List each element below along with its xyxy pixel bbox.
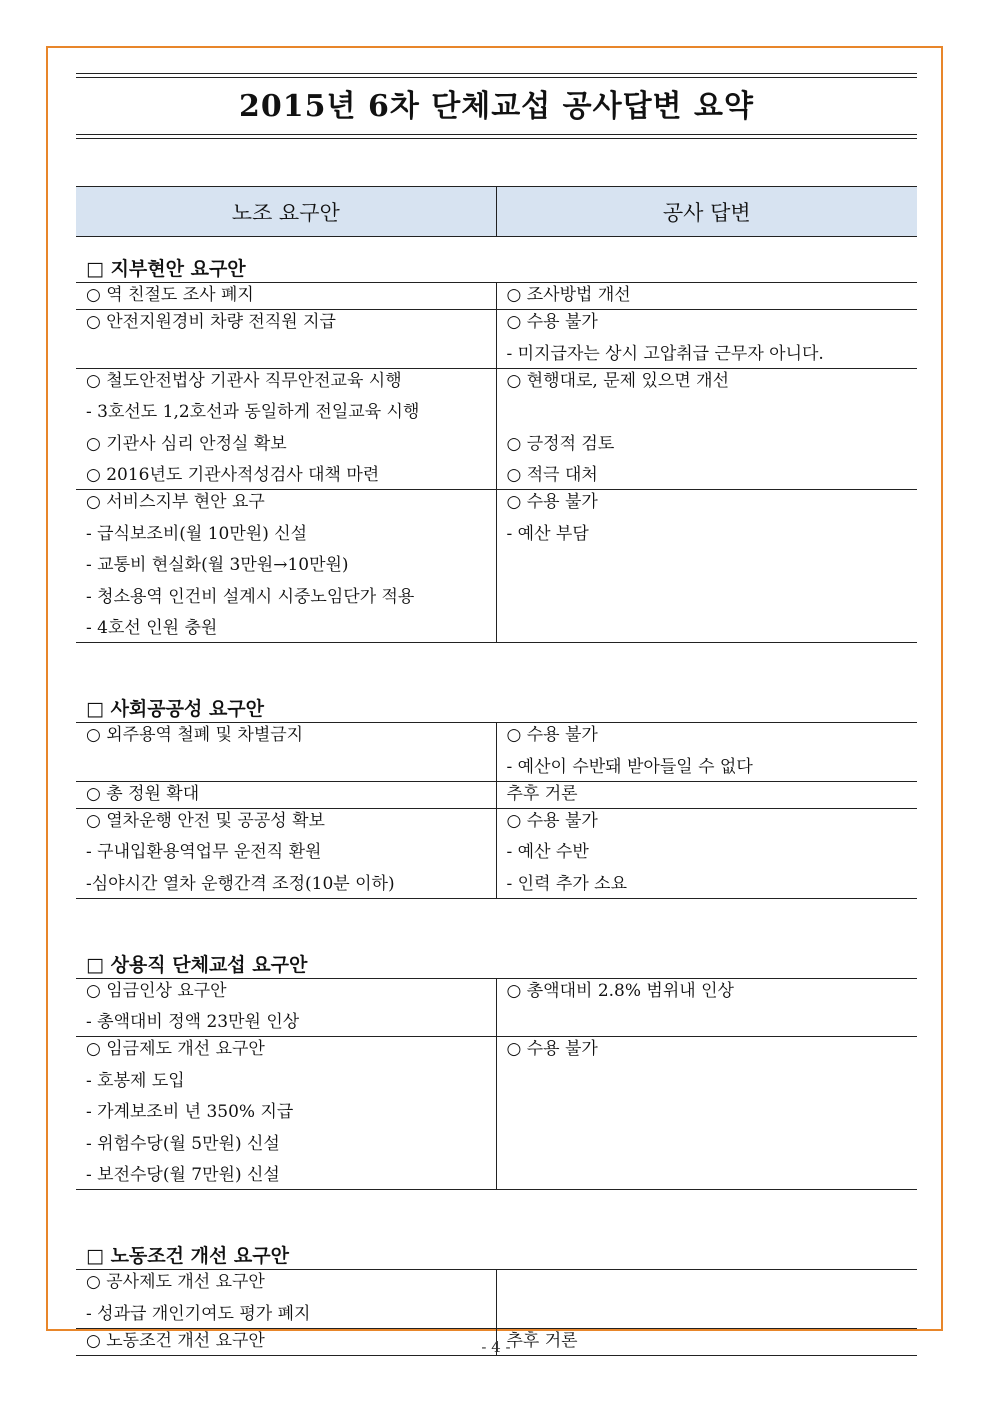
table-row [76, 1037, 917, 1190]
demand-line: ○ 안전지원경비 차량 전직원 지급 [86, 312, 336, 332]
table-row [76, 283, 917, 310]
answer-cell [496, 368, 917, 490]
header-company-answer: 공사 답변 [496, 187, 917, 237]
section-gap-cell [76, 898, 917, 933]
section-heading: □ 지부현안 요구안 [86, 258, 246, 280]
demand-line: - 교통비 현실화(월 3만원→10만원) [86, 555, 349, 575]
answer-line: - 미지급자는 상시 고압취급 근무자 아니다. [506, 343, 824, 364]
section-heading-row [76, 237, 917, 283]
answer-line: ○ 긍정적 검토 [506, 433, 615, 454]
answer-line: ○ 조사방법 개선 [506, 285, 631, 305]
section-heading-row [76, 933, 917, 979]
demand-line: - 4호선 인원 충원 [86, 618, 218, 638]
demand-line: - 가계보조비 년 350% 지급 [86, 1102, 294, 1122]
answer-cell [496, 490, 917, 643]
demand-cell [76, 978, 496, 1037]
demand-line: ○ 외주용역 철폐 및 차별금지 [86, 725, 304, 745]
demand-cell [76, 368, 496, 490]
answer-line: ○ 수용 불가 [506, 492, 598, 512]
answer-line: - 예산이 수반돼 받아들일 수 없다 [506, 756, 753, 777]
answer-cell [496, 1037, 917, 1190]
demand-cell [76, 781, 496, 808]
answer-line: - 예산 부담 [506, 523, 589, 544]
answer-cell [496, 781, 917, 808]
title-rule [76, 138, 917, 139]
answer-cell [496, 808, 917, 898]
table-row [76, 310, 917, 369]
demand-cell [76, 1037, 496, 1190]
demand-line: ○ 총 정원 확대 [86, 783, 200, 804]
demand-cell [76, 283, 496, 310]
answer-line: ○ 수용 불가 [506, 1039, 598, 1059]
answer-line: 추후 거론 [506, 1330, 578, 1351]
demand-cell [76, 1270, 496, 1329]
answer-line: - 예산 수반 [506, 842, 589, 862]
section-gap-cell [76, 643, 917, 678]
demand-line: ○ 역 친절도 조사 폐지 [86, 285, 254, 305]
section-heading: □ 사회공공성 요구안 [86, 698, 265, 720]
demand-line: - 호봉제 도입 [86, 1070, 185, 1091]
demand-line: ○ 열차운행 안전 및 공공성 확보 [86, 810, 325, 831]
table-body [76, 237, 917, 1356]
section-heading: □ 노동조건 개선 요구안 [86, 1245, 289, 1267]
answer-cell [496, 310, 917, 369]
answer-cell [496, 978, 917, 1037]
table-row [76, 978, 917, 1037]
answer-line: ○ 적극 대처 [506, 465, 598, 485]
demand-line: - 구내입환용역업무 운전직 환원 [86, 842, 322, 862]
section-heading: □ 상용직 단체교섭 요구안 [86, 953, 308, 976]
demand-line: - 성과급 개인기여도 평가 폐지 [86, 1303, 311, 1324]
table-row [76, 368, 917, 490]
demand-line: ○ 서비스지부 현안 요구 [86, 492, 265, 512]
answer-line: ○ 총액대비 2.8% 범위내 인상 [506, 980, 734, 1001]
answer-line [507, 553, 918, 585]
section-heading-row [76, 677, 917, 723]
answer-line [507, 1163, 918, 1189]
section-gap-cell [76, 1190, 917, 1225]
section-gap [76, 643, 917, 678]
answer-line: ○ 현행대로, 문제 있으면 개선 [506, 370, 729, 391]
demand-cell [76, 310, 496, 369]
table-row [76, 490, 917, 643]
answer-line [507, 400, 918, 432]
demand-line [86, 755, 496, 781]
answer-line: ○ 수용 불가 [506, 810, 598, 831]
answer-line [507, 1100, 918, 1132]
demand-line: ○ 공사제도 개선 요구안 [86, 1272, 265, 1292]
demand-line: ○ 임금제도 개선 요구안 [86, 1039, 265, 1059]
demand-line: - 청소용역 인건비 설계시 시중노임단가 적용 [86, 586, 415, 607]
answer-line [507, 1069, 918, 1101]
answer-line [507, 1270, 918, 1302]
title-rule [76, 73, 917, 74]
title-rule [76, 77, 917, 78]
demand-line: -심야시간 열차 운행간격 조정(10분 이하) [86, 873, 395, 894]
answer-line [507, 1132, 918, 1164]
answer-cell [496, 1270, 917, 1329]
table-row [76, 781, 917, 808]
demand-line: ○ 임금인상 요구안 [86, 980, 227, 1001]
section-gap [76, 1190, 917, 1225]
answer-line: - 인력 추가 소요 [506, 873, 627, 894]
section-gap [76, 898, 917, 933]
table-row [76, 1270, 917, 1329]
demand-cell [76, 808, 496, 898]
table-row [76, 723, 917, 782]
demand-cell [76, 490, 496, 643]
table-row [76, 808, 917, 898]
summary-table [76, 186, 917, 1356]
demand-line: - 총액대비 정액 23만원 인상 [86, 1012, 300, 1032]
demand-line: ○ 2016년도 기관사적성검사 대책 마련 [86, 465, 380, 485]
answer-line: ○ 수용 불가 [506, 312, 598, 332]
demand-line: ○ 철도안전법상 기관사 직무안전교육 시행 [86, 370, 402, 391]
answer-cell [496, 723, 917, 782]
demand-line: - 급식보조비(월 10만원) 신설 [86, 523, 308, 544]
header-union-demand: 노조 요구안 [76, 187, 496, 237]
answer-line [507, 1010, 918, 1036]
answer-line [507, 616, 918, 642]
demand-line: ○ 기관사 심리 안정실 확보 [86, 433, 287, 454]
section-heading-row [76, 1224, 917, 1270]
demand-cell [76, 723, 496, 782]
demand-line [86, 342, 496, 368]
demand-line: - 위험수당(월 5만원) 신설 [86, 1133, 280, 1154]
answer-line [507, 1302, 918, 1328]
page-number: - 4 - [481, 1338, 511, 1356]
demand-line: ○ 노동조건 개선 요구안 [86, 1330, 265, 1351]
answer-line: ○ 수용 불가 [506, 725, 598, 745]
answer-line: 추후 거론 [506, 783, 578, 804]
answer-line [507, 585, 918, 617]
demand-line: - 3호선도 1,2호선과 동일하게 전일교육 시행 [86, 402, 420, 422]
page-title: 2015년 6차 단체교섭 공사답변 요약 [239, 89, 754, 124]
title-rule [76, 134, 917, 135]
answer-cell [496, 283, 917, 310]
demand-line: - 보전수당(월 7만원) 신설 [86, 1165, 280, 1185]
